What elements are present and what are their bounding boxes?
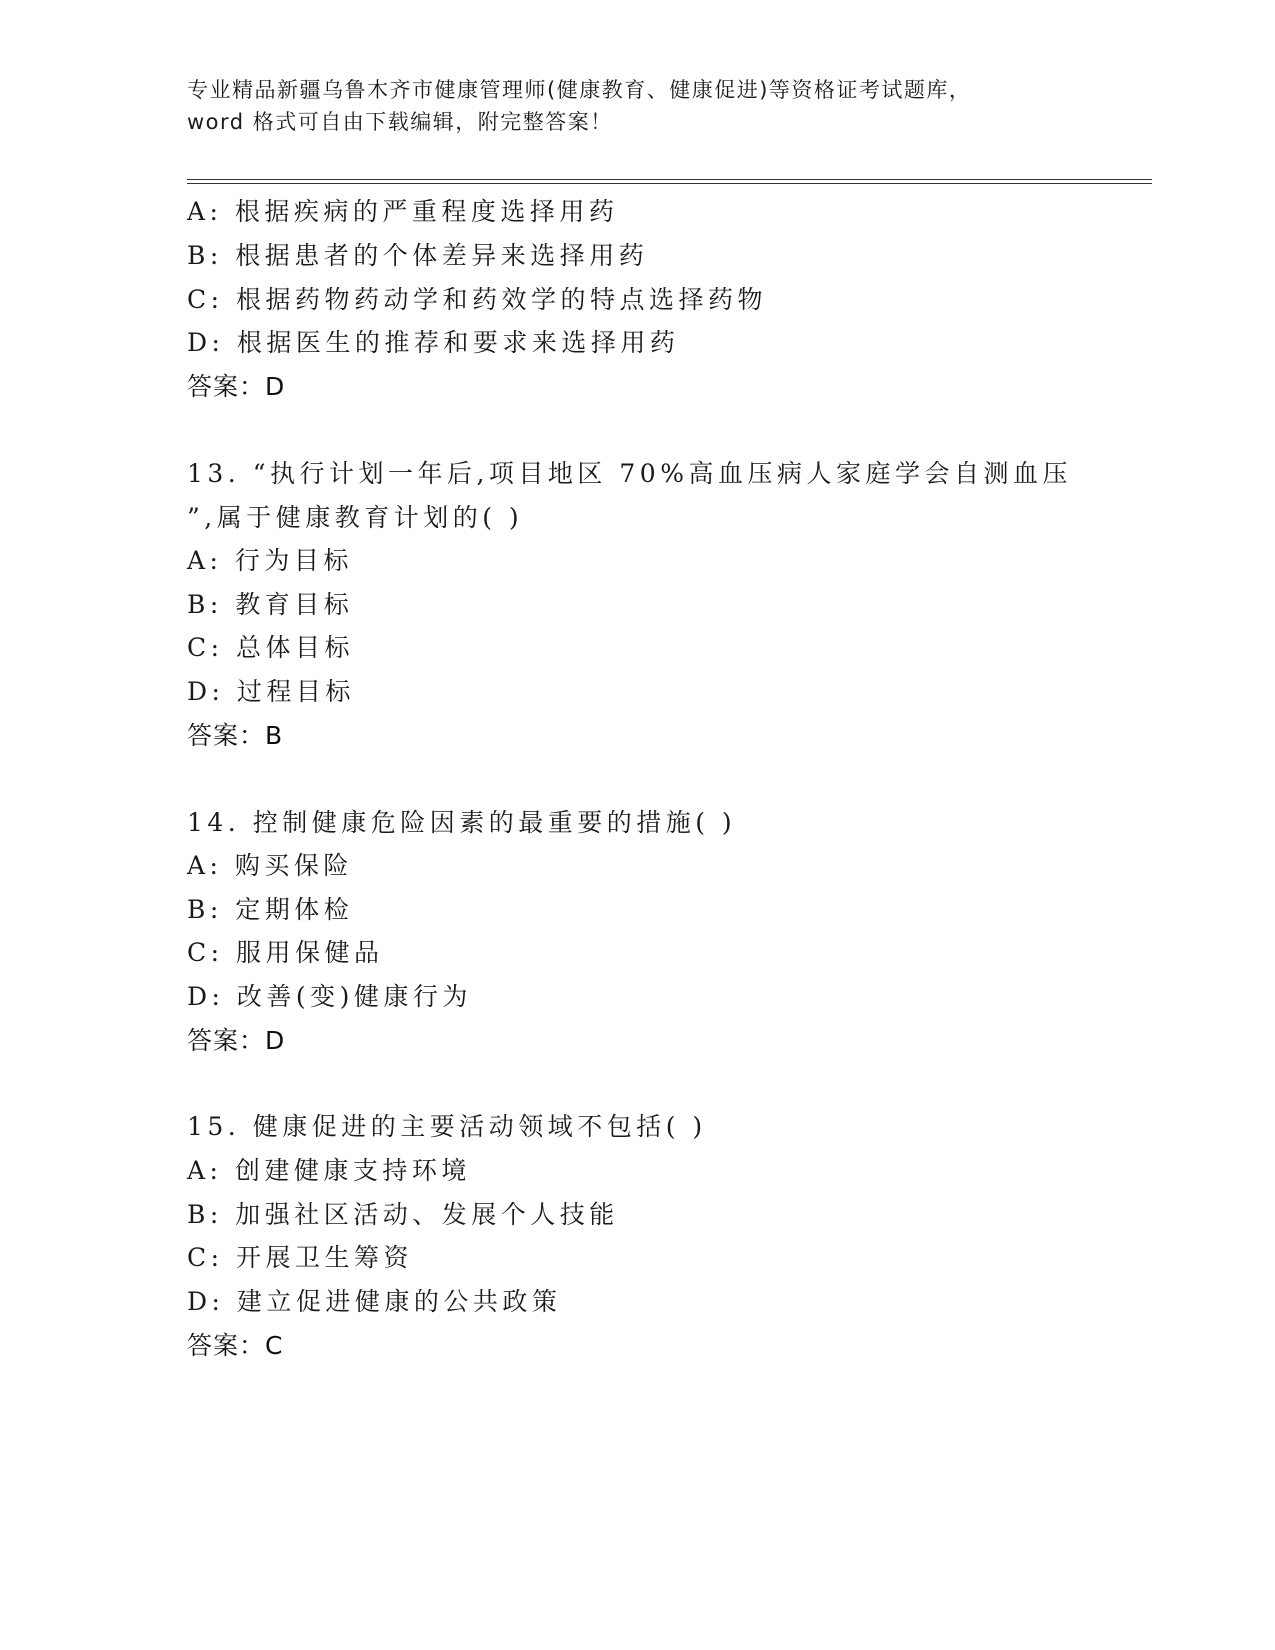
document-header [187,74,1087,138]
q12-option-d: D: 根据医生的推荐和要求来选择用药 [187,328,680,357]
q15-option-c: C: 开展卫生筹资 [187,1243,413,1272]
q14-option-d: D: 改善(变)健康行为 [187,982,472,1011]
header-divider-bottom [187,183,1152,184]
q12-answer: 答案：D [187,372,286,401]
q15-option-a: A: 创建健康支持环境 [187,1156,471,1185]
q13-option-b: B: 教育目标 [187,590,354,619]
q15-option-b: B: 加强社区活动、发展个人技能 [187,1200,619,1229]
q12-option-a: A: 根据疾病的严重程度选择用药 [187,197,619,226]
q13-option-d: D: 过程目标 [187,677,355,706]
q15-answer: 答案：C [187,1331,284,1360]
q13-option-c: C: 总体目标 [187,633,354,662]
q12-option-c: C: 根据药物药动学和药效学的特点选择药物 [187,285,767,314]
q13-stem-line-1: 13. “执行计划一年后,项目地区 70%高血压病人家庭学会自测血压 [187,459,1072,488]
q13-option-a: A: 行为目标 [187,546,353,575]
q14-option-a: A: 购买保险 [187,851,353,880]
q15-stem: 15. 健康促进的主要活动领域不包括( ) [187,1112,707,1141]
q14-stem: 14. 控制健康危险因素的最重要的措施( ) [187,808,737,837]
q14-option-b: B: 定期体检 [187,895,354,924]
q15-option-d: D: 建立促进健康的公共政策 [187,1287,562,1316]
q13-stem-line-2: ”,属于健康教育计划的( ) [187,503,524,532]
header-line-2: word 格式可自由下载编辑，附完整答案！ [187,110,613,134]
q12-option-b: B: 根据患者的个体差异来选择用药 [187,241,649,270]
q14-answer: 答案：D [187,1026,286,1055]
q13-answer: 答案：B [187,721,284,750]
header-divider-top [187,179,1152,180]
q14-option-c: C: 服用保健品 [187,938,384,967]
header-line-1: 专业精品新疆乌鲁木齐市健康管理师(健康教育、健康促进)等资格证考试题库， [187,78,972,102]
